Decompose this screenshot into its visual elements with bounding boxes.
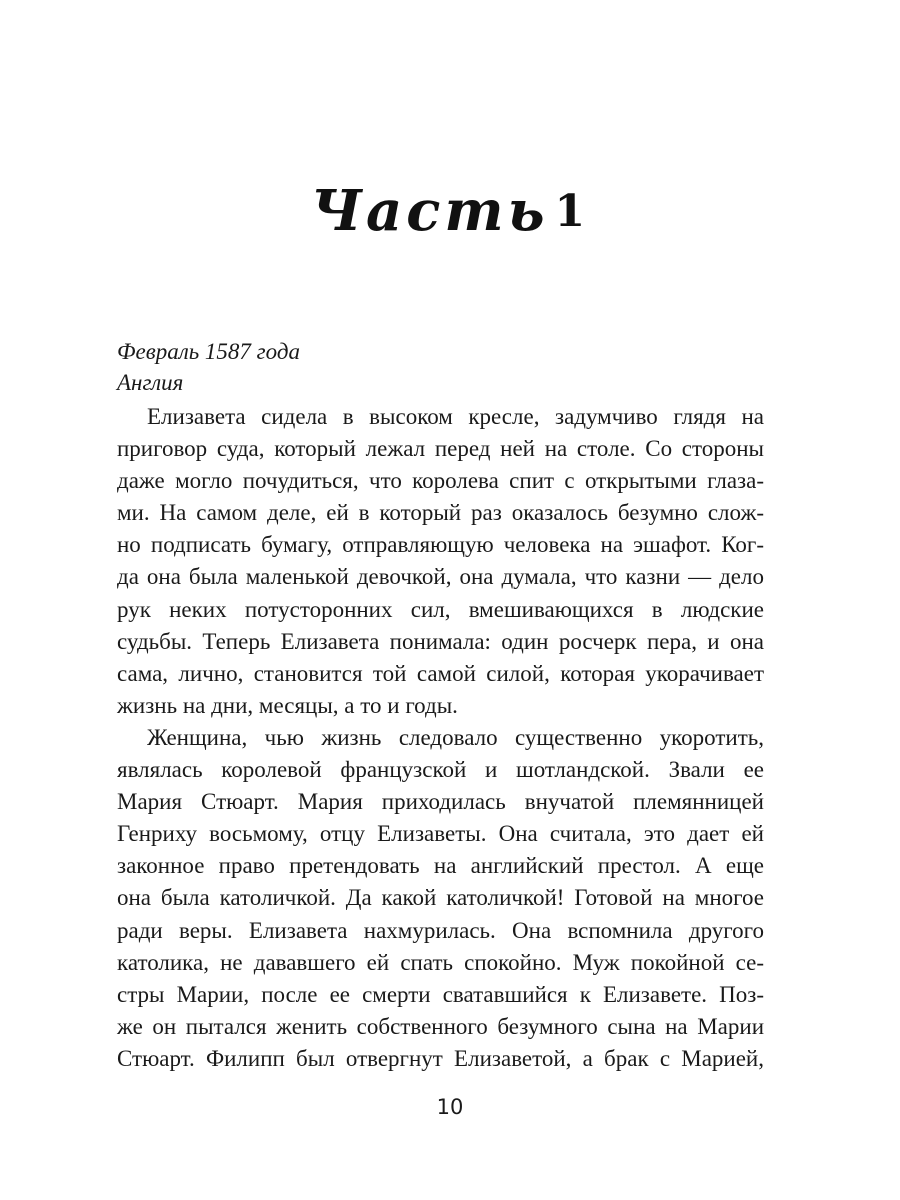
text-line: законное право претендовать на английский престол. А еще bbox=[117, 853, 764, 879]
text-line: Генриху восьмому, отцу Елизаветы. Она считала, это дает ей bbox=[117, 821, 764, 847]
text-line: Мария Стюарт. Мария приходилась внучатой племянницей bbox=[117, 789, 764, 815]
text-line: сама, лично, становится той самой силой, которая укорачивает bbox=[117, 660, 764, 686]
text-line: приговор суда, который лежал перед ней на столе. Со стороны bbox=[117, 436, 764, 462]
chapter-title-word: Часть bbox=[310, 178, 549, 244]
chapter-header bbox=[117, 336, 300, 398]
text-line: же он пытался женить собственного безумного сына на Марии bbox=[117, 1013, 764, 1039]
chapter-date: Февраль 1587 года bbox=[117, 339, 300, 364]
text-line: да она была маленькой девочкой, она думала, что казни — дело bbox=[117, 564, 764, 590]
text-line: ради веры. Елизавета нахмурилась. Она вспомнила другого bbox=[117, 917, 764, 943]
text-line: судьбы. Теперь Елизавета понимала: один росчерк пера, и она bbox=[117, 628, 764, 654]
page-number: 10 bbox=[436, 1095, 464, 1119]
paragraph-1 bbox=[117, 401, 764, 722]
text-line: но подписать бумагу, отправляющую человека на эшафот. Ког- bbox=[117, 532, 764, 558]
text-line: Стюарт. Филипп был отвергнут Елизаветой, а брак с Марией, bbox=[117, 1045, 764, 1071]
text-line: даже могло почудиться, что королева спит с открытыми глаза- bbox=[117, 468, 764, 494]
chapter-number: 1 bbox=[554, 186, 590, 237]
paragraph-2 bbox=[117, 722, 764, 1075]
text-line: рук неких потусторонних сил, вмешивающихся в людские bbox=[117, 596, 764, 622]
text-line: являлась королевой французской и шотландской. Звали ее bbox=[117, 757, 764, 783]
text-line: Елизавета сидела в высоком кресле, задумчиво глядя на bbox=[147, 404, 764, 429]
text-line: она была католичкой. Да какой католичкой! Готовой на многое bbox=[117, 885, 764, 911]
text-line: ми. На самом деле, ей в который раз оказалось безумно слож- bbox=[117, 500, 764, 526]
text-line: Женщина, чью жизнь следовало существенно укоротить, bbox=[147, 724, 764, 750]
text-line: жизнь на дни, месяцы, а то и годы. bbox=[117, 692, 458, 718]
body-text bbox=[117, 401, 764, 1075]
text-line: стры Марии, после ее смерти сватавшийся к Елизавете. Поз- bbox=[117, 981, 764, 1007]
chapter-title bbox=[0, 178, 900, 244]
chapter-place: Англия bbox=[117, 370, 184, 395]
text-line: католика, не дававшего ей спать спокойно. Муж покойной се- bbox=[117, 949, 764, 975]
